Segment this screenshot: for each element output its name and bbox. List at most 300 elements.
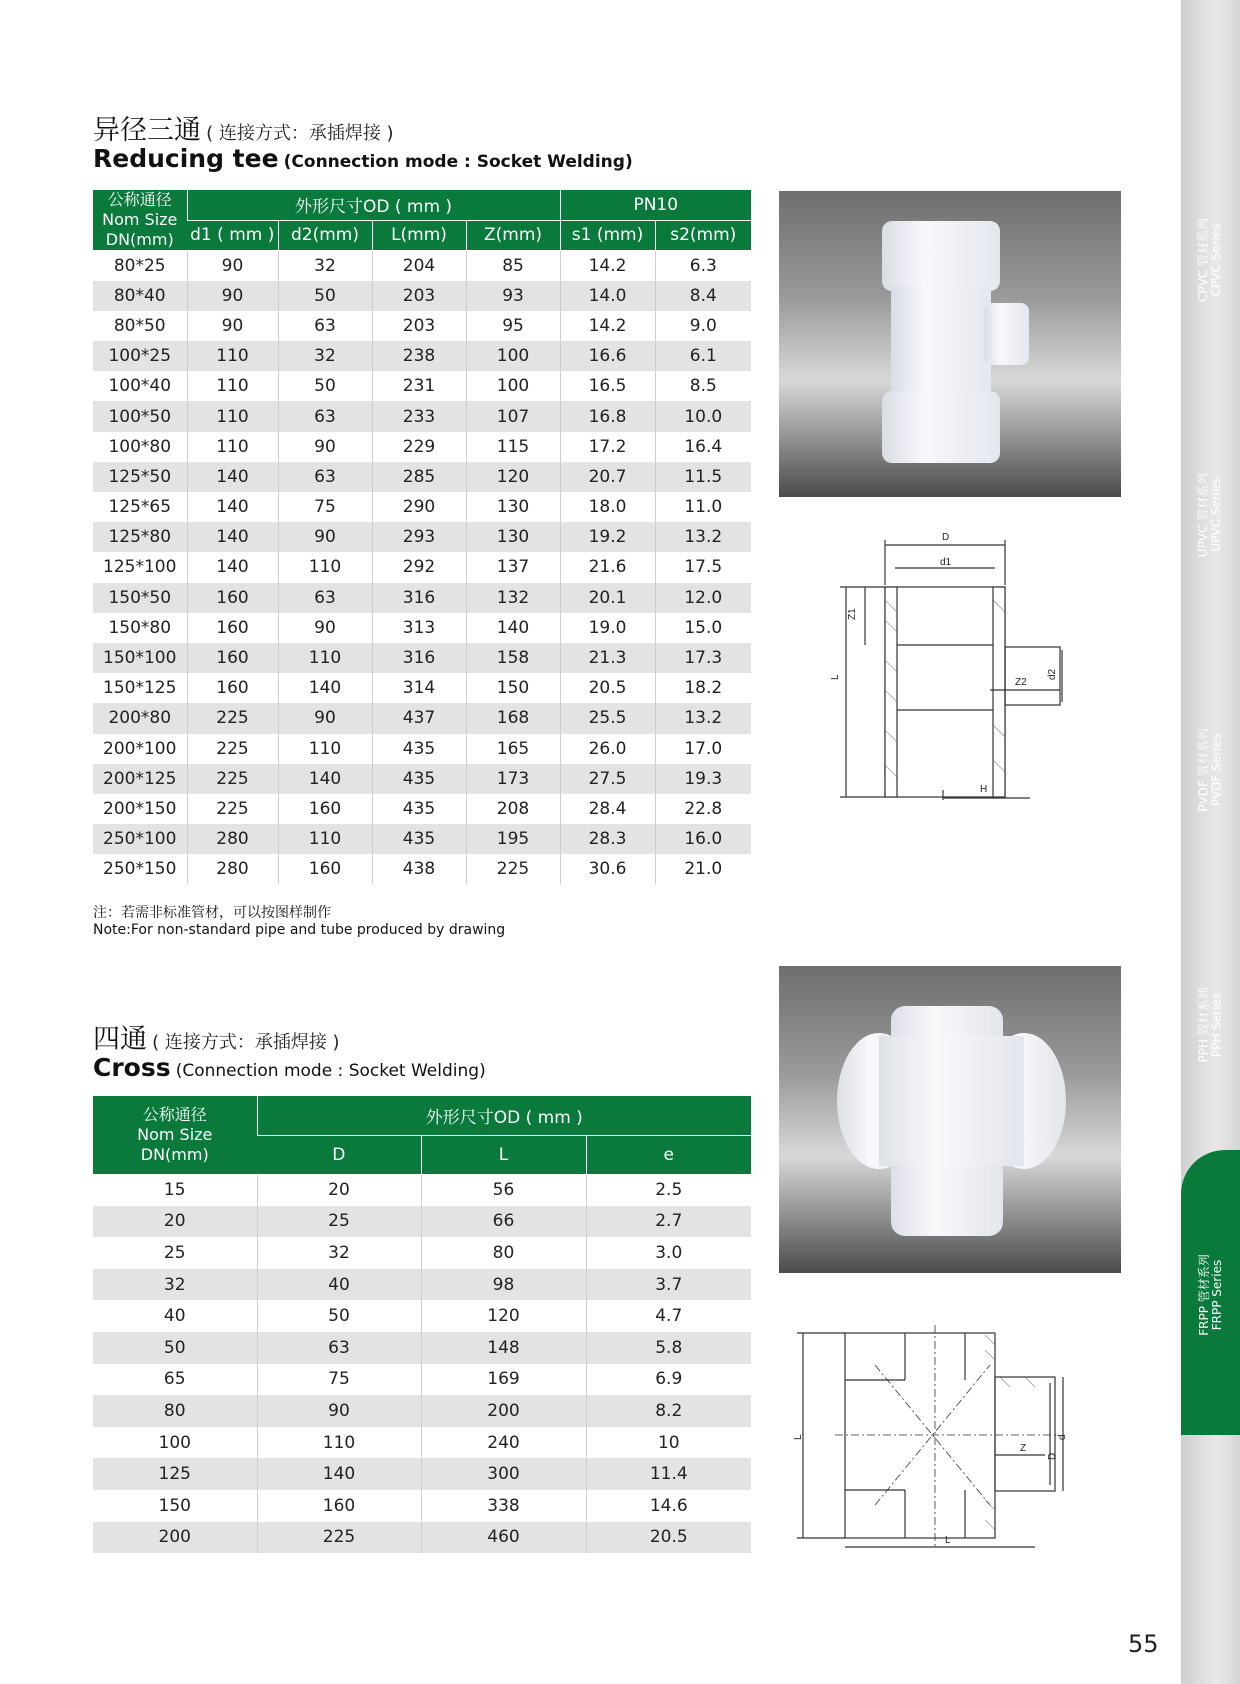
table-cell: 21.6 — [560, 552, 655, 582]
table-cell: 435 — [372, 794, 466, 824]
table-cell: 90 — [278, 522, 372, 552]
table-row — [93, 794, 751, 824]
sidebar-tab-frpp[interactable] — [1181, 1195, 1240, 1395]
table-cell: 19.3 — [655, 764, 751, 794]
sidebar-tab-pph-en: PPH Series — [1209, 992, 1224, 1058]
table-cell: 160 — [278, 854, 372, 884]
table-cell: 250*150 — [103, 859, 177, 880]
nom-size-header — [93, 190, 187, 251]
table-cell: 203 — [372, 311, 466, 341]
table-cell: 6.1 — [655, 341, 751, 371]
nom-size-zh: 公称通径 — [107, 190, 172, 209]
table-cell: 90 — [187, 251, 278, 281]
reducing-tee-subtitle-zh: ( 连接方式：承插焊接 ) — [206, 123, 394, 144]
table-cell: 115 — [466, 432, 560, 462]
sidebar-tab-upvc[interactable] — [1181, 425, 1240, 605]
table-cell: 314 — [372, 673, 466, 703]
table-cell: 25 — [163, 1242, 186, 1263]
table-cell: 40 — [257, 1269, 421, 1301]
sidebar-tab-frpp-label — [1198, 1254, 1224, 1336]
cross-nom-size-header — [93, 1096, 257, 1174]
cross-subtitle-en: (Connection mode : Socket Welding) — [175, 1061, 486, 1081]
table-cell: 20.7 — [560, 462, 655, 492]
table-cell: 140 — [278, 673, 372, 703]
table-cell: 25 — [257, 1206, 421, 1238]
col-header-z: Z(mm) — [466, 220, 560, 250]
table-cell: 140 — [257, 1458, 421, 1490]
table-cell: 200 — [421, 1395, 586, 1427]
table-cell: 160 — [187, 673, 278, 703]
table-cell: 63 — [278, 462, 372, 492]
sidebar-tab-pvdf-label — [1198, 728, 1224, 811]
cross-drawing-label-l2: L — [945, 1535, 951, 1546]
table-cell: 110 — [187, 371, 278, 401]
table-cell: 238 — [372, 341, 466, 371]
table-row — [93, 643, 751, 673]
cross-photo — [779, 966, 1121, 1273]
table-cell: 200*80 — [93, 703, 187, 733]
table-cell: 20 — [257, 1174, 421, 1206]
cross-table — [93, 1096, 751, 1553]
table-cell: 90 — [278, 432, 372, 462]
table-cell: 15 — [163, 1180, 186, 1201]
table-cell: 21.3 — [560, 643, 655, 673]
drawing-label-d: D — [942, 532, 950, 543]
table-cell: 204 — [372, 251, 466, 281]
cross-title-zh-row — [93, 1017, 340, 1056]
table-cell: 110 — [187, 432, 278, 462]
table-cell: 3.7 — [586, 1269, 751, 1301]
reducing-tee-title-en: Reducing tee — [93, 144, 279, 173]
reducing-tee-note — [93, 905, 505, 939]
sidebar-tab-pvdf-zh: PVDF 管材系列 — [1196, 728, 1211, 812]
table-cell: 300 — [421, 1458, 586, 1490]
table-cell: 100 — [466, 341, 560, 371]
table-cell: 90 — [278, 613, 372, 643]
table-cell: 148 — [421, 1332, 586, 1364]
table-cell: 435 — [372, 764, 466, 794]
table-cell: 10.0 — [655, 401, 751, 431]
table-cell: 173 — [466, 764, 560, 794]
table-cell: 95 — [466, 311, 560, 341]
table-cell: 150*80 — [108, 617, 172, 638]
table-cell: 130 — [466, 492, 560, 522]
table-row — [93, 734, 751, 764]
table-row — [93, 1522, 751, 1554]
table-cell: 4.7 — [586, 1300, 751, 1332]
reducing-tee-photo — [779, 191, 1121, 497]
table-cell: 250*100 — [93, 824, 187, 854]
table-cell: 30.6 — [560, 854, 655, 884]
table-cell: 140 — [466, 613, 560, 643]
table-cell: 50 — [278, 371, 372, 401]
table-cell: 280 — [187, 824, 278, 854]
table-cell: 110 — [187, 401, 278, 431]
table-cell: 26.0 — [560, 734, 655, 764]
table-cell: 32 — [278, 341, 372, 371]
cross-od-group-header: 外形尺寸OD ( mm ) — [257, 1096, 751, 1135]
table-cell: 19.0 — [560, 613, 655, 643]
table-cell: 110 — [257, 1427, 421, 1459]
table-cell: 316 — [372, 643, 466, 673]
table-row — [93, 432, 751, 462]
reducing-tee-title-zh: 异径三通 — [93, 115, 201, 146]
table-cell: 63 — [278, 401, 372, 431]
table-cell: 75 — [278, 492, 372, 522]
table-cell: 22.8 — [655, 794, 751, 824]
table-cell: 11.0 — [655, 492, 751, 522]
table-cell: 18.0 — [560, 492, 655, 522]
table-cell: 32 — [93, 1269, 257, 1301]
table-cell: 25.5 — [560, 703, 655, 733]
table-row — [93, 492, 751, 522]
table-cell: 110 — [278, 643, 372, 673]
table-cell: 75 — [257, 1364, 421, 1396]
table-row — [93, 583, 751, 613]
sidebar-tab-pph[interactable] — [1181, 935, 1240, 1115]
cross-drawing-label-od: D — [1047, 1452, 1058, 1460]
cross-nom-size-dn: DN(mm) — [140, 1144, 209, 1164]
reducing-tee-image — [779, 191, 1121, 497]
drawing-label-z2: Z2 — [1015, 677, 1027, 688]
table-cell: 17.5 — [655, 552, 751, 582]
cross-title-en: Cross — [93, 1053, 171, 1082]
nom-size-dn: DN(mm) — [105, 230, 174, 249]
table-cell: 100*25 — [93, 341, 187, 371]
table-cell: 130 — [466, 522, 560, 552]
sidebar-tab-upvc-zh: UPVC 管材系列 — [1196, 472, 1211, 558]
table-row — [93, 1332, 751, 1364]
cross-nom-size-en: Nom Size — [137, 1124, 213, 1144]
table-cell: 125*50 — [93, 462, 187, 492]
table-cell: 150 — [158, 1495, 191, 1516]
sidebar-tab-pph-label — [1198, 987, 1224, 1062]
cross-title-zh: 四通 — [93, 1024, 147, 1055]
pn-group-header: PN10 — [560, 190, 751, 220]
table-row — [93, 854, 751, 884]
table-cell: 63 — [257, 1332, 421, 1364]
table-cell: 200*150 — [103, 798, 177, 819]
table-cell: 338 — [421, 1490, 586, 1522]
col-header-d2: d2(mm) — [278, 220, 372, 250]
table-row — [93, 764, 751, 794]
table-cell: 85 — [466, 251, 560, 281]
table-cell: 90 — [187, 281, 278, 311]
table-cell: 20.1 — [560, 583, 655, 613]
table-cell: 200*100 — [103, 738, 177, 759]
table-cell: 120 — [421, 1300, 586, 1332]
table-cell: 13.2 — [655, 703, 751, 733]
table-cell: 100 — [466, 371, 560, 401]
table-row — [93, 281, 751, 311]
table-cell: 80 — [93, 1395, 257, 1427]
table-cell: 90 — [278, 703, 372, 733]
table-cell: 160 — [257, 1490, 421, 1522]
table-cell: 240 — [421, 1427, 586, 1459]
table-cell: 225 — [466, 854, 560, 884]
table-cell: 125 — [93, 1458, 257, 1490]
table-cell: 21.0 — [655, 854, 751, 884]
table-cell: 100*80 — [108, 436, 172, 457]
table-row — [93, 1206, 751, 1238]
table-cell: 140 — [187, 492, 278, 522]
sidebar-tab-pvdf[interactable] — [1181, 680, 1240, 860]
table-cell: 137 — [466, 552, 560, 582]
table-cell: 2.5 — [586, 1174, 751, 1206]
table-cell: 225 — [187, 734, 278, 764]
table-cell: 6.9 — [586, 1364, 751, 1396]
sidebar-tab-cpvc-zh: CPVC 管材系列 — [1196, 217, 1211, 303]
table-cell: 160 — [278, 794, 372, 824]
table-cell: 150 — [466, 673, 560, 703]
table-cell: 165 — [466, 734, 560, 764]
table-cell: 14.0 — [560, 281, 655, 311]
table-cell: 28.4 — [560, 794, 655, 824]
table-row — [93, 1395, 751, 1427]
table-cell: 225 — [187, 703, 278, 733]
table-row — [93, 1269, 751, 1301]
table-cell: 110 — [187, 341, 278, 371]
table-cell: 150*125 — [103, 678, 177, 699]
table-cell: 140 — [187, 462, 278, 492]
table-cell: 14.6 — [586, 1490, 751, 1522]
table-cell: 200 — [93, 1522, 257, 1554]
sidebar-tab-upvc-en: UPVC Series — [1209, 478, 1224, 552]
table-cell: 203 — [372, 281, 466, 311]
table-cell: 9.0 — [655, 311, 751, 341]
table-cell: 98 — [421, 1269, 586, 1301]
table-cell: 160 — [187, 583, 278, 613]
drawing-label-d1: d1 — [940, 557, 952, 568]
col-header-l: L(mm) — [372, 220, 466, 250]
table-cell: 50 — [278, 281, 372, 311]
table-cell: 437 — [372, 703, 466, 733]
table-cell: 120 — [466, 462, 560, 492]
table-cell: 56 — [421, 1174, 586, 1206]
table-cell: 8.2 — [586, 1395, 751, 1427]
table-cell: 285 — [372, 462, 466, 492]
table-cell: 27.5 — [560, 764, 655, 794]
sidebar-tab-upvc-label — [1198, 473, 1224, 557]
col-header-s1: s1 (mm) — [560, 220, 655, 250]
table-cell: 63 — [278, 311, 372, 341]
sidebar-tab-frpp-zh: FRPP 管材系列 — [1196, 1254, 1211, 1336]
table-cell: 438 — [372, 854, 466, 884]
table-cell: 90 — [257, 1395, 421, 1427]
table-cell: 160 — [187, 643, 278, 673]
table-cell: 100*40 — [108, 376, 172, 397]
drawing-label-d2: d2 — [1047, 668, 1058, 680]
table-cell: 280 — [187, 854, 278, 884]
cross-col-header-l: L — [421, 1135, 586, 1174]
table-cell: 150*100 — [93, 643, 187, 673]
table-cell: 80*25 — [113, 255, 166, 276]
table-row — [93, 673, 751, 703]
table-cell: 32 — [257, 1237, 421, 1269]
table-row — [93, 401, 751, 431]
cross-nom-size-zh: 公称通径 — [142, 1104, 207, 1124]
table-row — [93, 552, 751, 582]
table-cell: 12.0 — [655, 583, 751, 613]
table-cell: 225 — [187, 764, 278, 794]
drawing-label-h: H — [980, 784, 988, 795]
cross-col-header-e: e — [586, 1135, 751, 1174]
table-cell: 15.0 — [655, 613, 751, 643]
sidebar-tab-cpvc-label — [1198, 218, 1224, 302]
table-cell: 63 — [278, 583, 372, 613]
cross-image — [779, 966, 1121, 1273]
cross-drawing — [793, 1325, 1068, 1555]
table-cell: 110 — [278, 734, 372, 764]
table-cell: 16.8 — [560, 401, 655, 431]
table-cell: 17.2 — [560, 432, 655, 462]
table-cell: 16.0 — [655, 824, 751, 854]
table-cell: 8.4 — [655, 281, 751, 311]
table-cell: 20.5 — [586, 1522, 751, 1554]
col-header-s2: s2(mm) — [655, 220, 751, 250]
table-cell: 17.0 — [655, 734, 751, 764]
sidebar-tab-cpvc[interactable] — [1181, 170, 1240, 350]
table-cell: 100 — [158, 1432, 191, 1453]
table-cell: 17.3 — [655, 643, 751, 673]
table-row — [93, 703, 751, 733]
table-cell: 28.3 — [560, 824, 655, 854]
reducing-tee-table — [93, 190, 751, 884]
sidebar-tab-pph-zh: PPH 管材系列 — [1196, 987, 1211, 1063]
sidebar-tab-frpp-en: FRPP Series — [1209, 1259, 1224, 1331]
table-cell: 50 — [257, 1300, 421, 1332]
table-cell: 80*40 — [93, 281, 187, 311]
cross-drawing-label-d: d — [1057, 1434, 1068, 1440]
table-row — [93, 1458, 751, 1490]
cross-drawing-label-l: L — [793, 1434, 804, 1440]
table-cell: 225 — [257, 1522, 421, 1554]
cross-header-row-1 — [93, 1096, 751, 1135]
table-cell: 93 — [466, 281, 560, 311]
col-header-d1: d1 ( mm ) — [187, 220, 278, 250]
table-cell: 14.2 — [560, 311, 655, 341]
table-row — [93, 522, 751, 552]
cross-subtitle-zh: ( 连接方式：承插焊接 ) — [152, 1032, 340, 1053]
table-cell: 229 — [372, 432, 466, 462]
nom-size-en: Nom Size — [102, 210, 178, 229]
table-cell: 90 — [187, 311, 278, 341]
table-cell: 435 — [372, 734, 466, 764]
table-cell: 16.4 — [655, 432, 751, 462]
table-cell: 16.6 — [560, 341, 655, 371]
table-cell: 65 — [163, 1369, 186, 1390]
table-cell: 18.2 — [655, 673, 751, 703]
table-row — [93, 613, 751, 643]
note-zh: 注：若需非标准管材，可以按图样制作 — [93, 905, 331, 921]
table-cell: 66 — [421, 1206, 586, 1238]
table-cell: 158 — [466, 643, 560, 673]
table-row — [93, 1364, 751, 1396]
table-cell: 110 — [278, 824, 372, 854]
table-cell: 169 — [421, 1364, 586, 1396]
table-cell: 6.3 — [655, 251, 751, 281]
table-cell: 316 — [372, 583, 466, 613]
table-cell: 19.2 — [560, 522, 655, 552]
table-cell: 233 — [372, 401, 466, 431]
table-row — [93, 341, 751, 371]
page-number: 55 — [1128, 1630, 1159, 1658]
table-row — [93, 824, 751, 854]
table-cell: 150*50 — [93, 583, 187, 613]
table-cell: 32 — [278, 251, 372, 281]
table-row — [93, 1300, 751, 1332]
sidebar-tab-pvdf-en: PVDF Series — [1209, 733, 1224, 807]
od-group-header: 外形尺寸OD ( mm ) — [187, 190, 560, 220]
table-cell: 125*65 — [108, 497, 172, 518]
table-cell: 80 — [421, 1237, 586, 1269]
table-cell: 10 — [586, 1427, 751, 1459]
table-cell: 50 — [93, 1332, 257, 1364]
table-cell: 125*100 — [103, 557, 177, 578]
table-cell: 107 — [466, 401, 560, 431]
table-cell: 168 — [466, 703, 560, 733]
cross-drawing-label-z: Z — [1020, 1443, 1027, 1454]
table-cell: 140 — [278, 764, 372, 794]
table-cell: 100*50 — [93, 401, 187, 431]
drawing-label-l: L — [830, 674, 841, 680]
reducing-tee-title-zh-row — [93, 108, 394, 147]
table-cell: 11.4 — [586, 1458, 751, 1490]
table-cell: 11.5 — [655, 462, 751, 492]
table-cell: 13.2 — [655, 522, 751, 552]
table-cell: 435 — [372, 824, 466, 854]
table-cell: 225 — [187, 794, 278, 824]
table-cell: 132 — [466, 583, 560, 613]
table-cell: 292 — [372, 552, 466, 582]
table-row — [93, 462, 751, 492]
reducing-tee-title-en-row — [93, 144, 633, 173]
table-cell: 195 — [466, 824, 560, 854]
sidebar-tab-cpvc-en: CPVC Series — [1209, 223, 1224, 297]
table-cell: 125*80 — [93, 522, 187, 552]
table-cell: 20 — [93, 1206, 257, 1238]
reducing-tee-drawing — [830, 530, 1070, 805]
reducing-tee-header-row-1 — [93, 190, 751, 220]
table-cell: 110 — [278, 552, 372, 582]
table-cell: 460 — [421, 1522, 586, 1554]
table-row — [93, 251, 751, 281]
cross-col-header-d: D — [257, 1135, 421, 1174]
reducing-tee-subtitle-en: (Connection mode : Socket Welding) — [283, 152, 633, 172]
table-cell: 5.8 — [586, 1332, 751, 1364]
table-cell: 313 — [372, 613, 466, 643]
table-cell: 14.2 — [560, 251, 655, 281]
table-cell: 208 — [466, 794, 560, 824]
table-row — [93, 1174, 751, 1206]
table-cell: 140 — [187, 552, 278, 582]
table-cell: 200*125 — [93, 764, 187, 794]
table-row — [93, 311, 751, 341]
table-cell: 231 — [372, 371, 466, 401]
table-row — [93, 371, 751, 401]
table-cell: 140 — [187, 522, 278, 552]
table-cell: 80*50 — [113, 315, 166, 336]
table-row — [93, 1427, 751, 1459]
table-cell: 160 — [187, 613, 278, 643]
table-cell: 293 — [372, 522, 466, 552]
drawing-label-z1: Z1 — [847, 608, 858, 620]
table-cell: 20.5 — [560, 673, 655, 703]
table-cell: 8.5 — [655, 371, 751, 401]
table-cell: 3.0 — [586, 1237, 751, 1269]
table-cell: 290 — [372, 492, 466, 522]
table-row — [93, 1237, 751, 1269]
